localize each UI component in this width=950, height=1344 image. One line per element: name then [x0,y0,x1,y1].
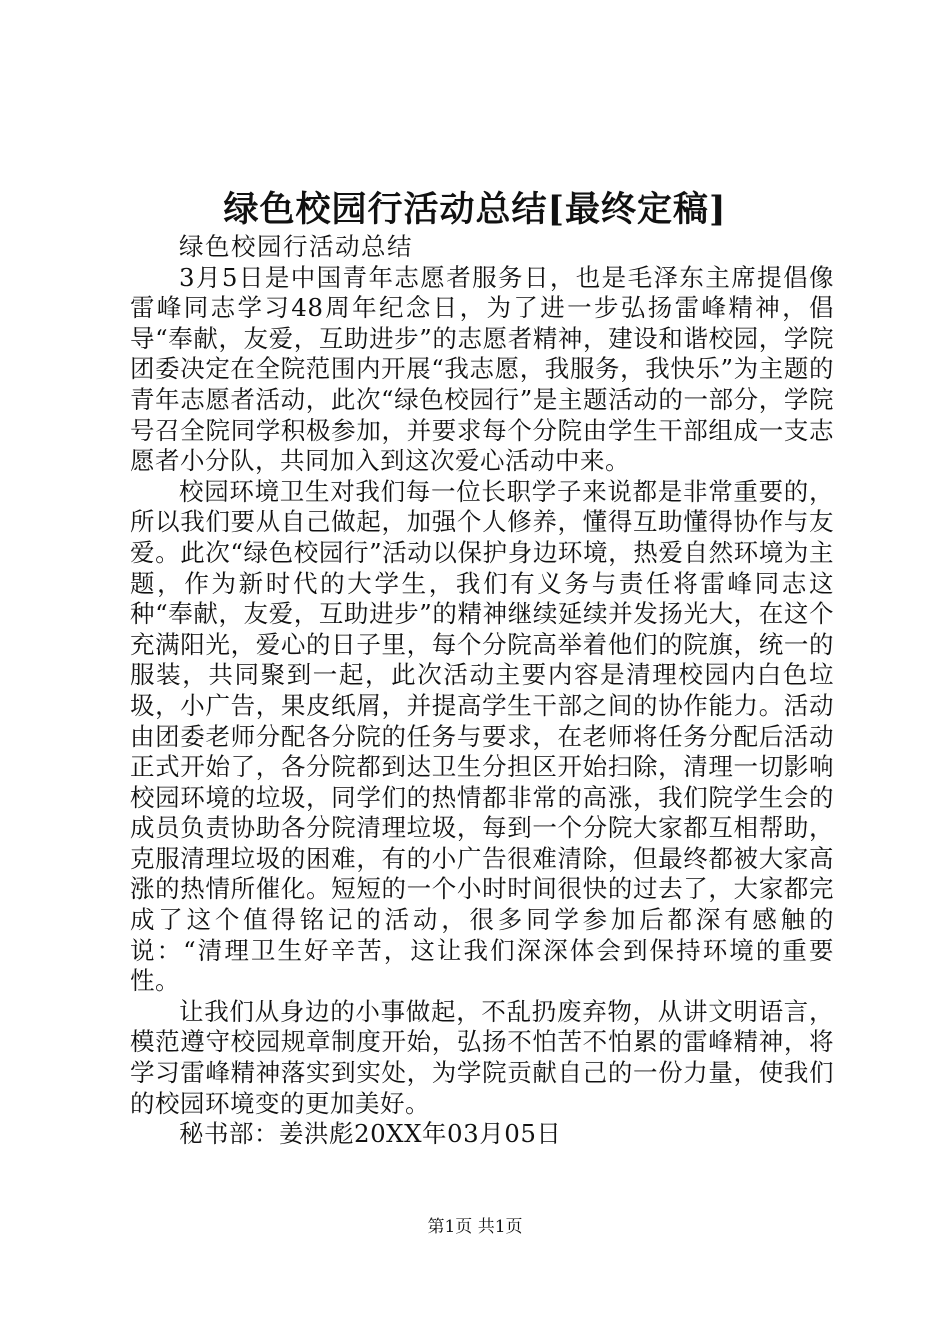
signature-line: 秘书部：姜洪彪20XX年03月05日 [179,1119,562,1149]
paragraph-conclusion: 让我们从身边的小事做起，不乱扔废弃物，从讲文明语言，模范遵守校园规章制度开始，弘扬不怕苦不怕累的雷峰精神，将学习雷峰精神落实到实处，为学院贡献自己的一份力量，使我们的校园环境变的更加美好。 [130,996,834,1118]
document-body [130,232,834,1150]
document-subtitle: 绿色校园行活动总结 [179,232,413,261]
paragraph-activity: 校园环境卫生对我们每一位长职学子来说都是非常重要的，所以我们要从自己做起，加强个人修养，懂得互助懂得协作与友爱。此次“绿色校园行”活动以保护身边环境，热爱自然环境为主题，作为新时代的大学生，我们有义务与责任将雷峰同志这种“奉献，友爱，互助进步”的精神继续延续并发扬光大，在这个充满阳光，爱心的日子里，每个分院高举着他们的院旗，统一的服装，共同聚到一起，此次活动主要内容是清理校园内白色垃圾，小广告，果皮纸屑，并提高学生干部之间的协作能力。活动由团委老师分配各分院的任务与要求，在老师将任务分配后活动正式开始了，各分院都到达卫生分担区开始扫除，清理一切影响校园环境的垃圾，同学们的热情都非常的高涨，我们院学生会的成员负责协助各分院清理垃圾，每到一个分院大家都互相帮助，克服清理垃圾的困难，有的小广告很难清除，但最终都被大家高涨的热情所催化。短短的一个小时时间很快的过去了，大家都完成了这个值得铭记的活动，很多同学参加后都深有感触的说：“清理卫生好辛苦，这让我们深深体会到保持环境的重要性。 [130,476,834,996]
paragraph-intro: 3月5日是中国青年志愿者服务日，也是毛泽东主席提倡像雷峰同志学习48周年纪念日，为了进一步弘扬雷峰精神，倡导“奉献，友爱，互助进步”的志愿者精神，建设和谐校园，学院团委决定在全院范围内开展“我志愿，我服务，我快乐”为主题的青年志愿者活动，此次“绿色校园行”是主题活动的一部分，学院号召全院同学积极参加，并要求每个分院由学生干部组成一支志愿者小分队，共同加入到这次爱心活动中来。 [130,262,834,476]
page-footer: 第1页 共1页 [427,1217,523,1237]
document-title: 绿色校园行活动总结[最终定稿] [223,189,727,230]
